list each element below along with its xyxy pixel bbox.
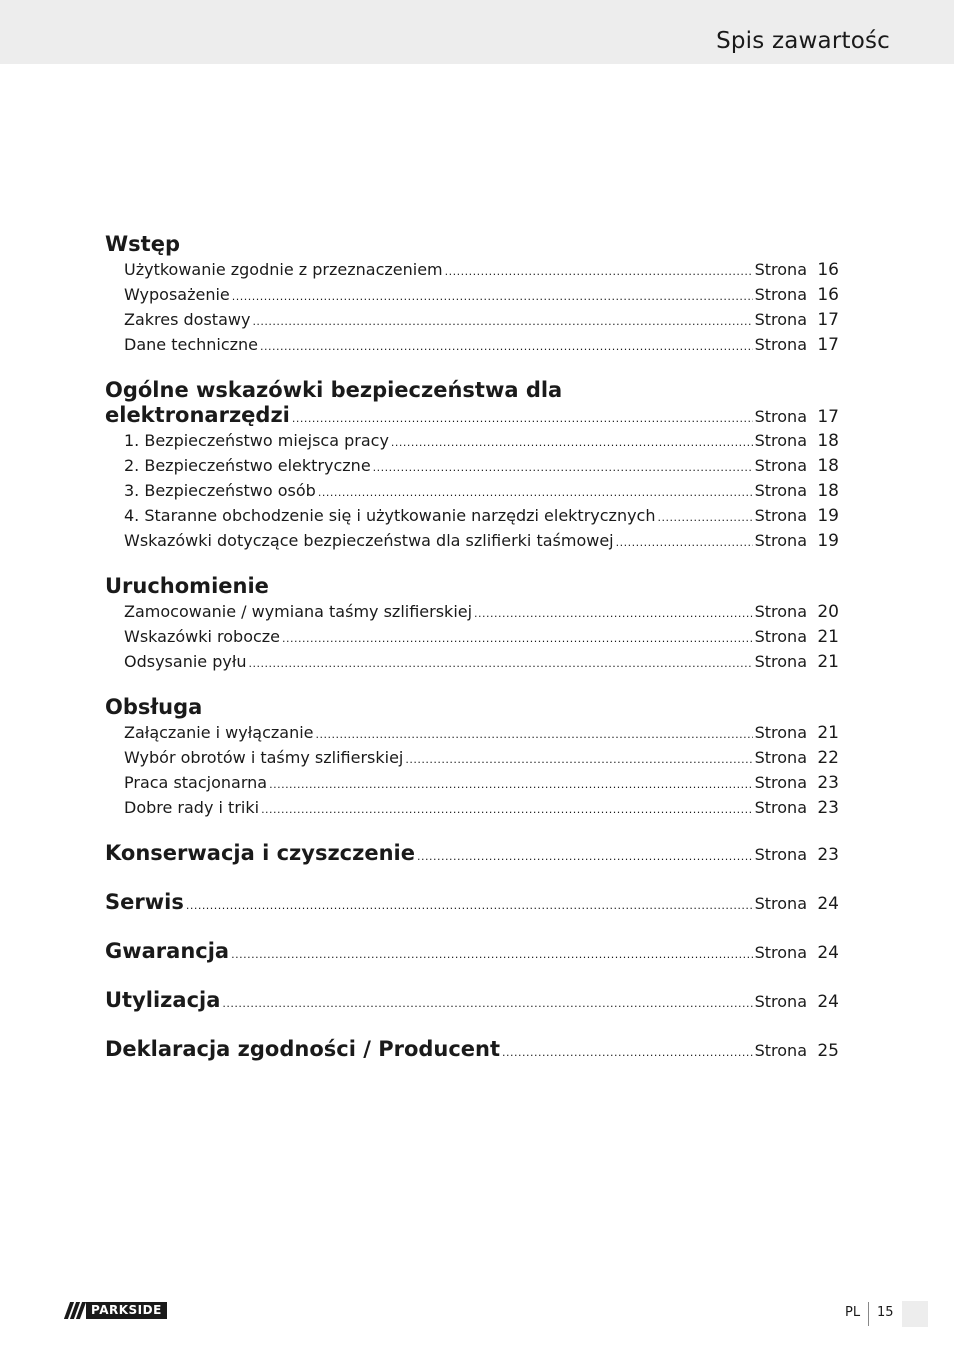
dot-leader <box>222 991 752 1016</box>
dot-leader <box>231 942 753 967</box>
toc-entry[interactable] <box>105 282 839 307</box>
toc-section-konserwacja <box>105 841 839 866</box>
language-code: PL <box>845 1305 861 1320</box>
toc-section-safety <box>105 378 839 553</box>
dot-leader <box>405 747 752 772</box>
toc-entry[interactable] <box>105 720 839 745</box>
entry-label: 4. Staranne obchodzenie się i użytkowanie narzędzi elektrycznych <box>124 506 656 525</box>
entry-label: Wskazówki dotyczące bezpieczeństwa dla szlifierki taśmowej <box>124 531 614 550</box>
entry-strona: Strona <box>754 992 807 1011</box>
toc-entry[interactable] <box>105 841 839 866</box>
entry-page: 17 <box>817 407 839 427</box>
entry-strona: Strona <box>754 456 807 475</box>
logo-text: PARKSIDE <box>86 1302 167 1319</box>
toc-entry[interactable] <box>105 478 839 503</box>
toc-entry[interactable] <box>105 988 839 1013</box>
toc-entry[interactable] <box>105 307 839 332</box>
entry-strona: Strona <box>754 627 807 646</box>
entry-strona: Strona <box>754 1041 807 1060</box>
dot-leader <box>445 259 753 284</box>
entry-label: Wyposażenie <box>124 285 230 304</box>
entry-page: 18 <box>817 431 839 451</box>
entry-strona: Strona <box>754 943 807 962</box>
entry-label: Dane techniczne <box>124 335 259 354</box>
entry-label: 2. Bezpieczeństwo elektryczne <box>124 456 371 475</box>
entry-strona: Strona <box>754 798 807 817</box>
parkside-logo <box>64 1302 177 1319</box>
entry-label: Zakres dostawy <box>124 310 251 329</box>
footer-divider <box>868 1302 869 1326</box>
toc-entry[interactable] <box>105 770 839 795</box>
dot-leader <box>261 797 753 822</box>
entry-strona: Strona <box>754 431 807 450</box>
entry-page: 17 <box>817 310 839 330</box>
dot-leader <box>260 334 753 359</box>
table-of-contents <box>105 232 839 1086</box>
entry-page: 16 <box>817 260 839 280</box>
entry-strona: Strona <box>754 602 807 621</box>
entry-page: 23 <box>817 798 839 818</box>
section-title: elektronarzędzi <box>105 403 290 427</box>
toc-entry[interactable] <box>105 428 839 453</box>
toc-section-wstep <box>105 232 839 357</box>
logo-stripes-icon <box>64 1302 86 1319</box>
dot-leader <box>252 309 752 334</box>
page-number: 15 <box>877 1305 894 1320</box>
entry-strona: Strona <box>754 845 807 864</box>
entry-label: Załączanie i wyłączanie <box>124 723 314 742</box>
entry-label: 3. Bezpieczeństwo osób <box>124 481 316 500</box>
section-title: Deklaracja zgodności / Producent <box>105 1037 501 1061</box>
toc-entry[interactable] <box>105 453 839 478</box>
page-tab-marker <box>902 1301 928 1327</box>
entry-label: Dobre rady i triki <box>124 798 260 817</box>
dot-leader <box>282 626 753 651</box>
entry-page: 25 <box>817 1041 839 1061</box>
entry-strona: Strona <box>754 335 807 354</box>
toc-entry[interactable] <box>105 332 839 357</box>
toc-entry[interactable] <box>105 939 839 964</box>
dot-leader <box>186 893 753 918</box>
entry-label: Zamocowanie / wymiana taśmy szlifierskiej <box>124 602 473 621</box>
entry-page: 21 <box>817 627 839 647</box>
entry-strona: Strona <box>754 652 807 671</box>
entry-strona: Strona <box>754 285 807 304</box>
dot-leader <box>502 1040 753 1065</box>
entry-strona: Strona <box>754 310 807 329</box>
dot-leader <box>417 844 753 869</box>
section-title: Utylizacja <box>105 988 221 1012</box>
toc-entry[interactable] <box>105 649 839 674</box>
entry-page: 24 <box>817 992 839 1012</box>
toc-entry[interactable] <box>105 528 839 553</box>
entry-label: Użytkowanie zgodnie z przeznaczeniem <box>124 260 443 279</box>
toc-entry[interactable] <box>105 890 839 915</box>
entry-label: Praca stacjonarna <box>124 773 268 792</box>
toc-entry[interactable] <box>105 257 839 282</box>
entry-page: 19 <box>817 531 839 551</box>
entry-page: 21 <box>817 723 839 743</box>
dot-leader <box>318 480 753 505</box>
entry-page: 18 <box>817 456 839 476</box>
entry-page: 18 <box>817 481 839 501</box>
entry-label: Wskazówki robocze <box>124 627 281 646</box>
entry-strona: Strona <box>754 481 807 500</box>
entry-label: Wybór obrotów i taśmy szlifierskiej <box>124 748 404 767</box>
section-title: Konserwacja i czyszczenie <box>105 841 415 865</box>
entry-page: 16 <box>817 285 839 305</box>
toc-entry[interactable] <box>105 403 839 428</box>
entry-page: 19 <box>817 506 839 526</box>
entry-strona: Strona <box>754 723 807 742</box>
toc-section-serwis <box>105 890 839 915</box>
entry-label: 1. Bezpieczeństwo miejsca pracy <box>124 431 389 450</box>
entry-page: 23 <box>817 773 839 793</box>
entry-page: 24 <box>817 894 839 914</box>
section-title: Gwarancja <box>105 939 230 963</box>
section-title: Obsługa <box>105 695 203 719</box>
toc-entry[interactable] <box>105 745 839 770</box>
dot-leader <box>391 430 753 455</box>
page-title: Spis zawartośc <box>716 28 890 54</box>
dot-leader <box>232 284 753 309</box>
dot-leader <box>658 505 753 530</box>
dot-leader <box>269 772 753 797</box>
section-title: Wstęp <box>105 232 180 256</box>
section-title: Uruchomienie <box>105 574 269 598</box>
entry-label: Odsysanie pyłu <box>124 652 247 671</box>
section-title: Ogólne wskazówki bezpieczeństwa dla <box>105 378 563 402</box>
toc-section-obsluga <box>105 695 839 820</box>
entry-page: 17 <box>817 335 839 355</box>
entry-page: 24 <box>817 943 839 963</box>
entry-strona: Strona <box>754 407 807 426</box>
entry-page: 22 <box>817 748 839 768</box>
dot-leader <box>616 530 753 555</box>
entry-page: 23 <box>817 845 839 865</box>
dot-leader <box>474 601 753 626</box>
toc-section-gwarancja <box>105 939 839 964</box>
entry-strona: Strona <box>754 894 807 913</box>
dot-leader <box>373 455 753 480</box>
toc-entry[interactable] <box>105 503 839 528</box>
toc-entry[interactable] <box>105 795 839 820</box>
toc-entry[interactable] <box>105 1037 839 1062</box>
section-title: Serwis <box>105 890 184 914</box>
entry-strona: Strona <box>754 506 807 525</box>
toc-section-uruchomienie <box>105 574 839 674</box>
toc-entry[interactable] <box>105 624 839 649</box>
entry-strona: Strona <box>754 748 807 767</box>
entry-strona: Strona <box>754 773 807 792</box>
toc-section-deklaracja <box>105 1037 839 1062</box>
entry-page: 20 <box>817 602 839 622</box>
entry-strona: Strona <box>754 260 807 279</box>
dot-leader <box>316 722 753 747</box>
toc-section-utylizacja <box>105 988 839 1013</box>
toc-entry[interactable] <box>105 599 839 624</box>
entry-strona: Strona <box>754 531 807 550</box>
dot-leader <box>249 651 753 676</box>
entry-page: 21 <box>817 652 839 672</box>
